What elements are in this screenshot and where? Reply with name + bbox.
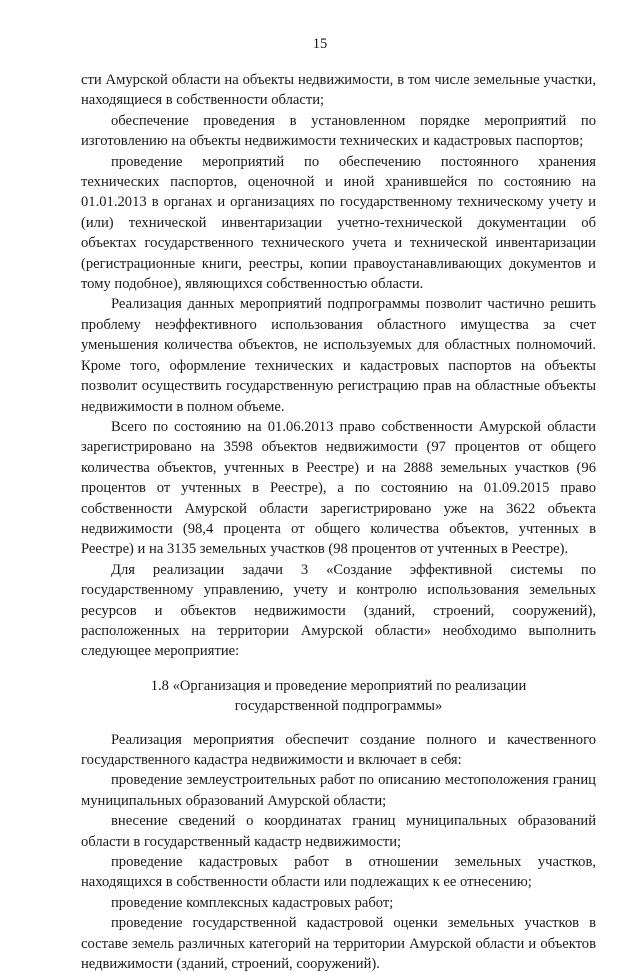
paragraph: внесение сведений о координатах границ муниципальных образований области в государственный кадастр недвижимости;: [81, 813, 596, 850]
paragraph: Всего по состоянию на 01.06.2013 право собственности Амурской области зарегистрировано на 3598 объектов недвижимости (97 процентов от общего количества объектов, учтенных в Реестре) и на 2888 земельных участков (96 процентов от учтенных в Реестре), а по состоянию на 01.09.2015 право собственности Амурской области зарегистрировано уже на 3622 объекта недвижимости (98,4 процента от общего количества объектов, учтенных в Реестре) и на 3135 земельных участков (98 процентов от учтенных в Реестре).: [81, 418, 596, 558]
paragraph: Реализация данных мероприятий подпрограммы позволит частично решить проблему неэффективного использования областного имущества за счет уменьшения количества объектов, не используемых для областных полномочий. Кроме того, оформление технических и кадастровых паспортов на объекты позволит осуществить государственную регистрацию прав на областные объекты недвижимости в полном объеме.: [81, 296, 596, 415]
paragraph: Реализация мероприятия обеспечит создание полного и качественного государственного кадастра недвижимости и включает в себя:: [81, 731, 596, 768]
section-heading-line: государственной подпрограммы»: [234, 698, 443, 715]
body-text: [81, 70, 596, 974]
section-heading-line: 1.8 «Организация и проведение мероприятий по реализации: [150, 677, 527, 694]
paragraph: Для реализации задачи 3 «Создание эффективной системы по государственному управлению, учету и контролю использования земельных ресурсов и объектов недвижимости (зданий, строений, сооружений), расположенных на территории Амурской области» необходимо выполнить следующее мероприятие:: [81, 561, 596, 660]
paragraph: проведение комплексных кадастровых работ;: [111, 894, 394, 911]
section-heading: [81, 676, 596, 717]
paragraph: сти Амурской области на объекты недвижимости, в том числе земельные участки, находящиеся в собственности области;: [81, 72, 596, 109]
page-number: 15: [312, 36, 328, 52]
paragraph: проведение мероприятий по обеспечению постоянного хранения технических паспортов, оценочной и иной хранившейся по состоянию на 01.01.2013 в органах и организациях по государственному техническому учету и (или) технической инвентаризации учетно-технической документации об объектах государственного технического учета и технической инвентаризации (регистрационные книги, реестры, копии правоустанавливающих документов и тому подобное), являющихся собственностью области.: [81, 153, 596, 293]
paragraph: обеспечение проведения в установленном порядке мероприятий по изготовлению на объекты недвижимости технических и кадастровых паспортов;: [81, 112, 596, 150]
paragraph: проведение государственной кадастровой оценки земельных участков в составе земель различных категорий на территории Амурской области и объектов недвижимости (зданий, строений, сооружений).: [81, 915, 596, 973]
paragraph: проведение кадастровых работ в отношении земельных участков, находящихся в собственности области или подлежащих к ее отнесению;: [81, 854, 596, 891]
paragraph: проведение землеустроительных работ по описанию местоположения границ муниципальных образований Амурской области;: [81, 772, 596, 809]
